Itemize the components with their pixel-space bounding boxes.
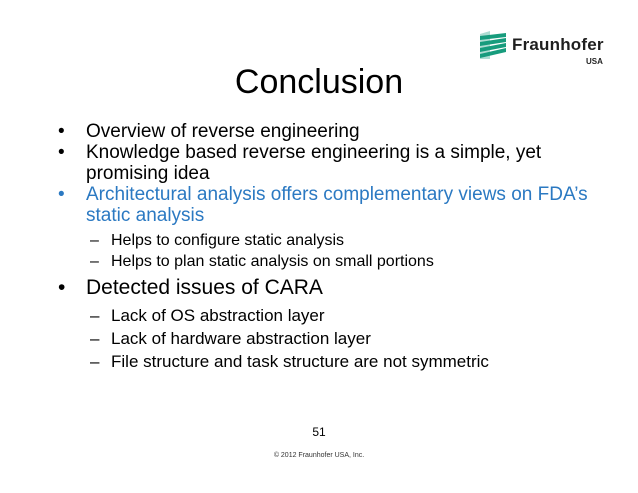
bullet-text: Overview of reverse engineering — [86, 121, 360, 142]
sub-bullet-text: Helps to configure static analysis — [111, 232, 344, 249]
sub-bullet-marker: – — [90, 253, 99, 270]
sub-bullet-marker: – — [90, 306, 100, 325]
bullet-item-highlighted — [55, 184, 595, 226]
logo-name: Fraunhofer — [512, 35, 604, 54]
bullet-marker: • — [58, 184, 65, 205]
sub-bullet-text: Lack of hardware abstraction layer — [111, 329, 371, 348]
sub-bullet-item — [55, 251, 595, 272]
sub-bullet-marker: – — [90, 232, 99, 249]
sub-bullet-item — [55, 304, 595, 327]
page-number: 51 — [312, 425, 326, 439]
bullet-text: Architectural analysis offers complementary views on FDA’s static analysis — [86, 184, 588, 226]
sub-bullet-text: Lack of OS abstraction layer — [111, 306, 325, 325]
bullet-marker: • — [58, 142, 65, 163]
fraunhofer-mark-icon — [480, 31, 508, 59]
logo-sub: USA — [586, 57, 603, 66]
slide-title: Conclusion — [234, 63, 404, 101]
bullet-item — [55, 142, 595, 184]
bullet-item — [55, 121, 595, 142]
bullet-marker: • — [58, 276, 66, 299]
sub-bullet-text: Helps to plan static analysis on small portions — [111, 253, 434, 270]
sub-bullet-marker: – — [90, 329, 100, 348]
copyright-notice: © 2012 Fraunhofer USA, Inc. — [273, 452, 365, 459]
bullet-marker: • — [58, 121, 65, 142]
sub-bullet-marker: – — [90, 352, 100, 371]
sub-bullet-item — [55, 350, 595, 373]
sub-bullet-item — [55, 327, 595, 350]
bullet-text: Knowledge based reverse engineering is a simple, yet promising idea — [86, 142, 542, 184]
sub-bullet-item — [55, 230, 595, 251]
bullet-list — [55, 121, 595, 373]
bullet-text: Detected issues of CARA — [86, 276, 323, 299]
sub-bullet-text: File structure and task structure are not symmetric — [111, 352, 489, 371]
bullet-item — [55, 275, 595, 300]
